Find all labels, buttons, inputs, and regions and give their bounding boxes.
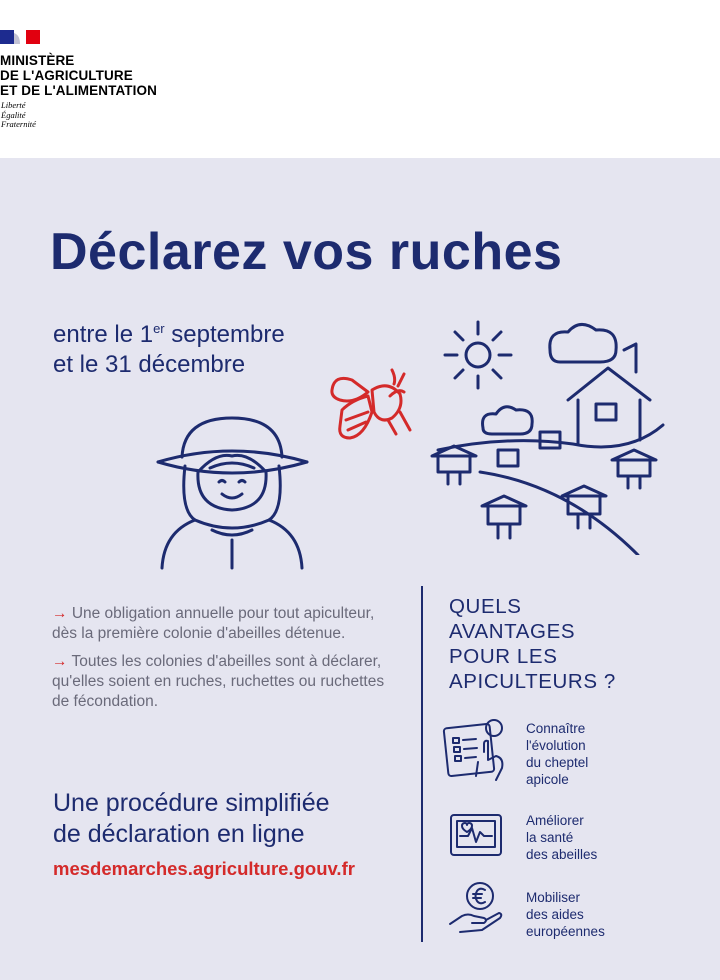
motto-line: Liberté [1, 100, 26, 110]
advantage-line: des aides [526, 907, 584, 922]
column-divider [421, 586, 423, 942]
obligation-list [52, 604, 402, 720]
advantage-text [526, 812, 597, 863]
advantages-heading-line: AVANTAGES [449, 620, 576, 643]
advantage-text [526, 889, 605, 940]
marianne-flag-icon [0, 30, 40, 44]
declaration-period [53, 314, 285, 380]
ministry-line: DE L'AGRICULTURE [0, 68, 133, 83]
date-line-2: et le 31 décembre [53, 351, 246, 378]
advantage-line: du cheptel [526, 755, 589, 770]
advantages-heading-line: APICULTEURS ? [449, 670, 616, 693]
arrow-icon: → [52, 605, 68, 622]
advantage-line: apicole [526, 772, 569, 787]
advantage-line: la santé [526, 830, 574, 845]
ministry-line: MINISTÈRE [0, 53, 75, 68]
date-line-1 [53, 314, 285, 350]
bullet-text: Une obligation annuelle pour tout apiculteur, dès la première colonie d'abeilles détenue. [52, 605, 375, 642]
advantages-heading-line: QUELS [449, 595, 522, 618]
health-monitor-icon [448, 812, 504, 860]
declaration-link[interactable]: mesdemarches.agriculture.gouv.fr [53, 858, 355, 879]
ministry-line: ET DE L'ALIMENTATION [0, 83, 157, 98]
advantage-line: l'évolution [526, 738, 586, 753]
euro-hand-icon [446, 880, 506, 940]
procedure-line: Une procédure simplifiée [53, 789, 330, 817]
beekeeper-icon [150, 410, 315, 575]
bullet-text: Toutes les colonies d'abeilles sont à déclarer, qu'elles soient en ruches, ruchettes ou ruchettes de fécondation. [52, 653, 385, 710]
tablet-touch-icon [440, 716, 512, 784]
list-item [52, 652, 402, 712]
advantage-line: Mobiliser [526, 890, 581, 905]
advantage-text [526, 720, 588, 788]
motto-line: Égalité [1, 109, 26, 120]
apiary-landscape-icon [428, 310, 668, 555]
advantage-line: Connaître [526, 721, 586, 736]
ministry-name [0, 53, 157, 98]
list-item [52, 604, 402, 644]
advantages-heading-line: POUR LES [449, 645, 558, 668]
date-start-prefix: entre le 1 [53, 321, 154, 348]
procedure-heading [53, 788, 330, 850]
procedure-line: de déclaration en ligne [53, 820, 305, 848]
date-start-month: septembre [164, 321, 285, 348]
ordinal-suffix: er [153, 321, 165, 336]
advantage-line: Améliorer [526, 813, 584, 828]
advantages-heading [449, 594, 616, 694]
republic-motto [1, 101, 36, 130]
bee-icon [328, 360, 418, 450]
arrow-icon: → [52, 653, 68, 670]
header [0, 0, 720, 158]
advantage-line: des abeilles [526, 847, 598, 862]
motto-line: Fraternité [1, 119, 36, 129]
advantage-line: européennes [526, 924, 605, 939]
page-title: Déclarez vos ruches [50, 223, 563, 281]
